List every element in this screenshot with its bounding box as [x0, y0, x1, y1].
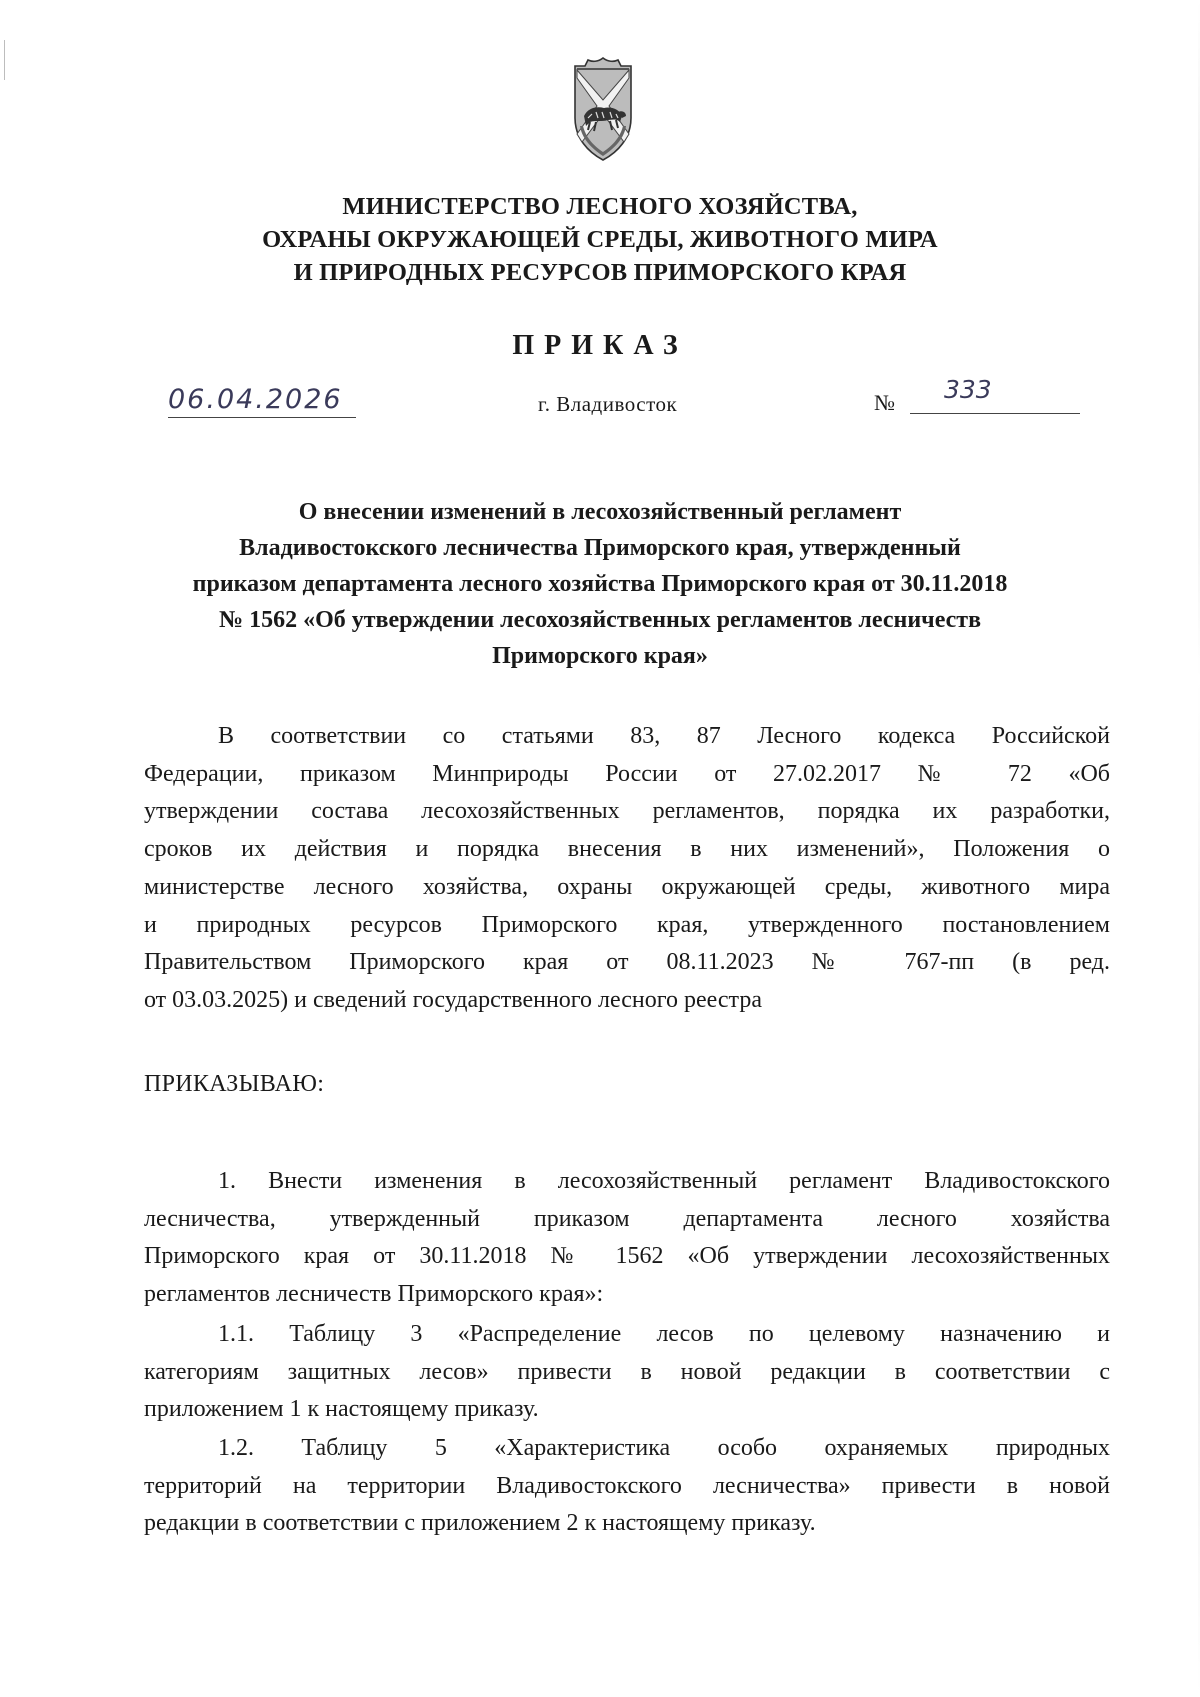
item-1-1-paragraph — [144, 1316, 1110, 1429]
preamble-line: от 03.03.2025) и сведений государственного лесного реестра — [144, 986, 762, 1013]
subject-line: № 1562 «Об утверждении лесохозяйственных регламентов лесничеств — [218, 607, 982, 633]
order-number-label: № — [874, 390, 895, 415]
subject-line: Приморского края» — [492, 643, 708, 669]
preamble-line: Федерации, приказом Минприроды России от 27.02.2017 № 72 «Об — [144, 760, 1110, 787]
order-number: 333 — [910, 378, 1080, 414]
preamble-line: В соответствии со статьями 83, 87 Лесного кодекса Российской — [218, 723, 1110, 749]
item-1-line: Приморского края от 30.11.2018 № 1562 «Об утверждении лесохозяйственных — [144, 1243, 1110, 1270]
item-1-paragraph — [144, 1163, 1110, 1314]
preamble-line: сроков их действия и порядка внесения в них изменений», Положения о — [144, 836, 1110, 863]
item-1-2-paragraph — [144, 1430, 1110, 1543]
item-1-1-line: категориям защитных лесов» привести в новой редакции в соответствии с — [144, 1358, 1110, 1385]
preamble-line: утверждении состава лесохозяйственных регламентов, порядка их разработки, — [144, 798, 1110, 825]
item-1-2-line: территорий на территории Владивостокского лесничества» привести в новой — [144, 1472, 1110, 1499]
item-1-line: лесничества, утвержденный приказом департамента лесного хозяйства — [144, 1205, 1110, 1232]
preamble-line: и природных ресурсов Приморского края, утвержденного постановлением — [144, 911, 1110, 938]
subject-line: О внесении изменений в лесохозяйственный регламент — [298, 499, 902, 525]
ministry-line: МИНИСТЕРСТВО ЛЕСНОГО ХОЗЯЙСТВА, — [342, 193, 858, 220]
item-1-2-line: редакции в соответствии с приложением 2 к настоящему приказу. — [144, 1510, 816, 1537]
preamble-line: Правительством Приморского края от 08.11.2023 № 767-пп (в ред. — [144, 949, 1110, 976]
decree-word: ПРИКАЗЫВАЮ: — [144, 1071, 325, 1097]
order-date: 06.04.2026 — [168, 384, 356, 418]
item-1-2-line: 1.2. Таблицу 5 «Характеристика особо охраняемых природных — [218, 1435, 1110, 1461]
item-1-line: регламентов лесничеств Приморского края»: — [144, 1281, 604, 1308]
city: г. Владивосток — [538, 392, 678, 416]
preamble-line: министерстве лесного хозяйства, охраны окружающей среды, животного мира — [144, 873, 1110, 900]
scan-edge-mark — [4, 40, 5, 80]
subject-line: приказом департамента лесного хозяйства Приморского края от 30.11.2018 — [192, 571, 1008, 597]
item-1-1-line: приложением 1 к настоящему приказу. — [144, 1396, 539, 1423]
item-1-1-line: 1.1. Таблицу 3 «Распределение лесов по целевому назначению и — [218, 1321, 1110, 1347]
ministry-line: И ПРИРОДНЫХ РЕСУРСОВ ПРИМОРСКОГО КРАЯ — [293, 259, 907, 286]
document-type-title: ПРИКАЗ — [512, 330, 688, 361]
preamble-paragraph — [144, 718, 1110, 1020]
order-subject — [0, 494, 1200, 674]
ministry-line: ОХРАНЫ ОКРУЖАЮЩЕЙ СРЕДЫ, ЖИВОТНОГО МИРА — [262, 226, 938, 253]
item-1-line: 1. Внести изменения в лесохозяйственный регламент Владивостокского — [218, 1168, 1110, 1194]
subject-line: Владивостокского лесничества Приморского края, утвержденный — [239, 535, 961, 561]
ministry-name — [0, 190, 1200, 289]
primorsky-krai-coat-of-arms-icon — [572, 56, 634, 168]
